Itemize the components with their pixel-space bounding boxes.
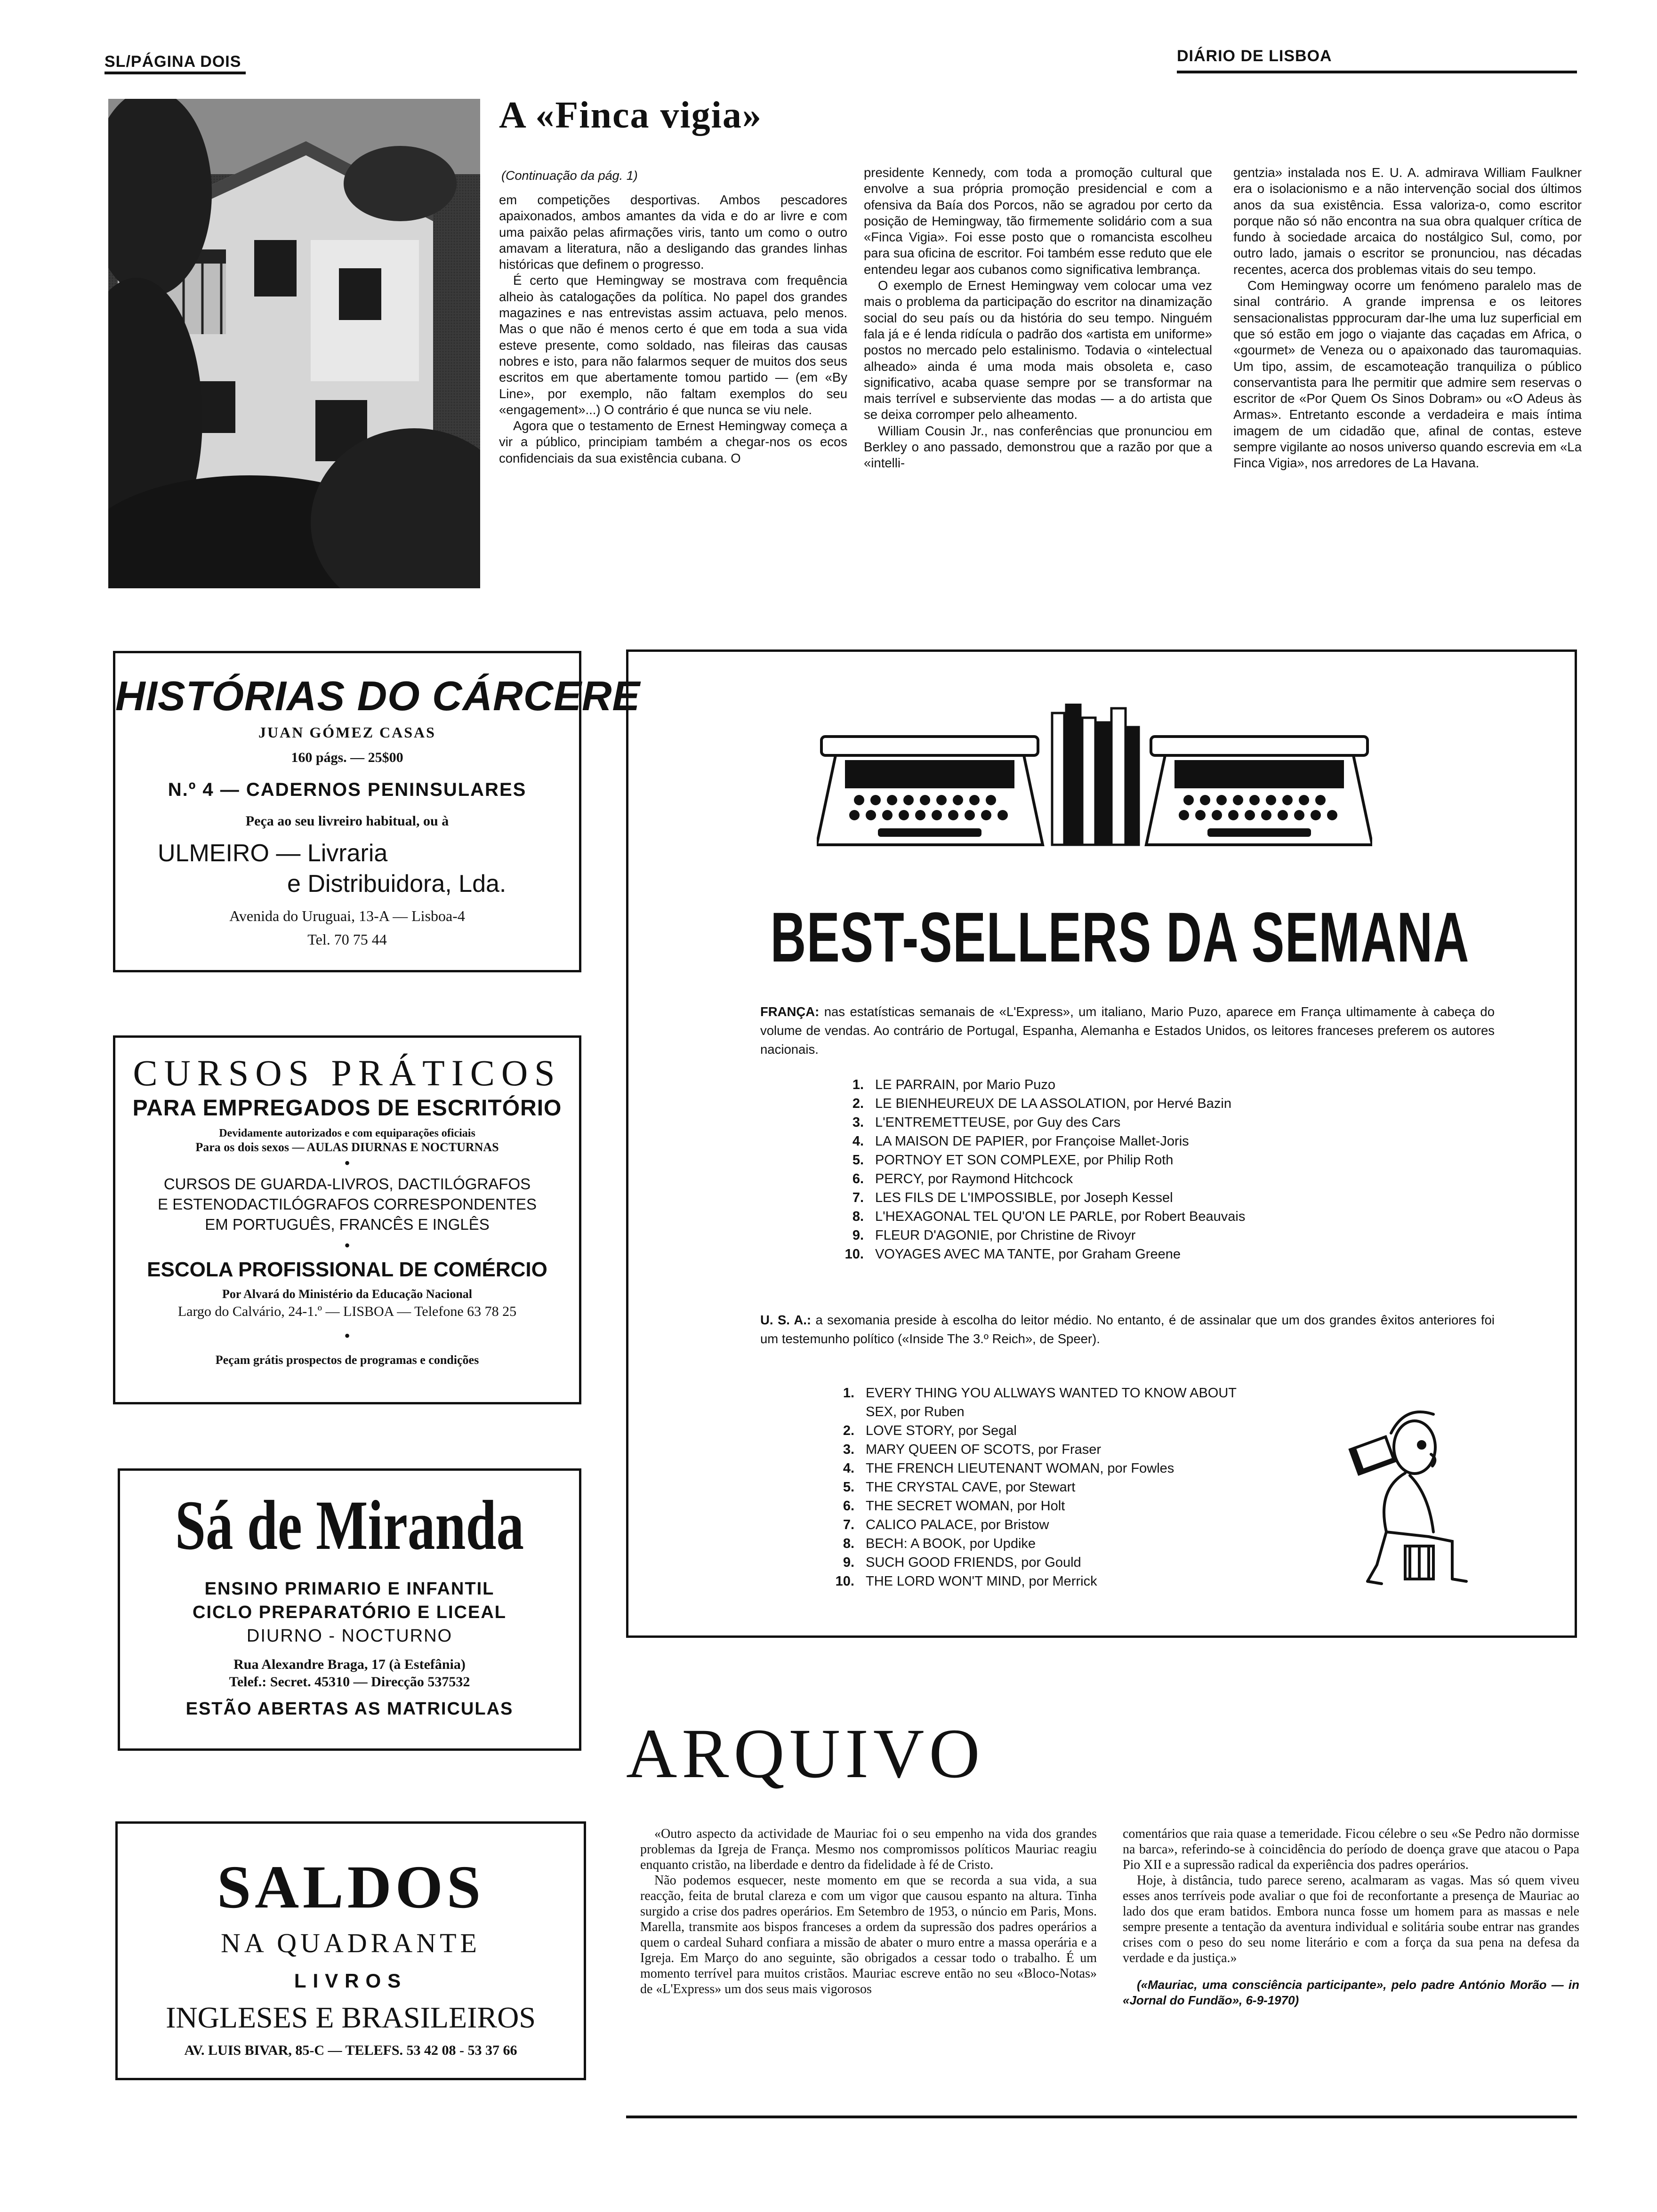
bestseller-title-text: PORTNOY ET SON COMPLEXE, por Philip Roth: [875, 1153, 1174, 1168]
bestseller-item: [826, 1497, 1297, 1515]
typewriter-left-icon: [817, 737, 1043, 845]
ad-carcere-shop-2: e Distribuidora, Lda.: [287, 870, 507, 898]
ad-cursos-course-2: E ESTENODACTILÓGRAFOS CORRESPONDENTES: [158, 1195, 537, 1213]
article-column-2: [864, 165, 1212, 472]
article-column-1: [499, 192, 847, 466]
bestseller-title-text: VOYAGES AVEC MA TANTE, por Graham Greene: [875, 1247, 1181, 1262]
house-photo-image: [108, 99, 480, 588]
bestseller-item: [836, 1170, 1448, 1188]
ad-miranda-footer: ESTÃO ABERTAS AS MATRICULAS: [185, 1699, 514, 1719]
ad-saldos-line-3: INGLESES E BRASILEIROS: [166, 2001, 536, 2034]
bestseller-title: [866, 1478, 1075, 1497]
bestseller-item: [826, 1459, 1297, 1478]
article-paragraph: gentzia» instalada nos E. U. A. admirava William Faulkner era o isolacionismo e a não intervenção social dos últimos anos da sua existência. Essa valoriza-o, como escritor porque não só não encontra na sua obra qualquer crítica de fundo à sociedade arcaica do nostálgico Sul, como, por outro lado, jamais o escritor se pronunciou, nas décadas recentes, acerca dos problemas vitais do seu tempo.: [1233, 165, 1582, 277]
bestseller-title-text: LOVE STORY, por Segal: [866, 1423, 1017, 1438]
page-label: SL/PÁGINA DOIS: [105, 53, 241, 71]
bestseller-title-text: L'ENTREMETTEUSE, por Guy des Cars: [875, 1115, 1121, 1130]
bestseller-rank: 10.: [835, 1574, 854, 1589]
books-icon: [1052, 704, 1139, 845]
bestseller-title: [875, 1170, 1073, 1188]
bestseller-title: [866, 1421, 1017, 1440]
bestseller-title: [875, 1132, 1189, 1151]
usa-intro: [760, 1311, 1495, 1348]
article-paragraph: William Cousin Jr., nas conferências que pronunciou em Berkley o ano passado, demonstrou que a razão por que a «intelli-: [864, 423, 1212, 471]
bestseller-rank: 9.: [843, 1555, 854, 1570]
header-rule-right: [1177, 71, 1577, 73]
usa-label: U. S. A.:: [760, 1313, 812, 1327]
bestseller-rank: 8.: [852, 1209, 864, 1224]
bestseller-item: [826, 1384, 1297, 1421]
france-list: [836, 1075, 1448, 1264]
usa-list: [826, 1384, 1297, 1591]
ad-saldos-line-1: NA QUADRANTE: [221, 1928, 481, 1958]
article-continuation: (Continuação da pág. 1): [501, 168, 638, 183]
bestseller-title: [875, 1113, 1120, 1132]
bestseller-rank: 6.: [852, 1171, 864, 1186]
bestseller-item: [836, 1245, 1448, 1264]
article-paragraph: em competições desportivas. Ambos pescadores apaixonados, ambos amantes da vida e do ar livre e com uma paixão pelas afirmações viris, tanto um como o outro amavam a literatura, não a desligando das grandes linhas históricas que definem o progresso.: [499, 192, 847, 272]
ad-carcere-series: N.º 4 — CADERNOS PENINSULARES: [168, 779, 527, 800]
bestseller-title-text-continued: SEX, por Ruben: [866, 1404, 965, 1419]
bestseller-title: [875, 1245, 1181, 1264]
bestseller-title-text: LE BIENHEUREUX DE LA ASSOLATION, por Hervé Bazin: [875, 1096, 1231, 1111]
ad-carcere-title: HISTÓRIAS DO CÁRCERE: [115, 673, 641, 719]
ad-carcere-price: 160 págs. — 25$00: [291, 750, 403, 765]
france-intro-text: nas estatísticas semanais de «L'Express», um italiano, Mario Puzo, aparece em França ultimamente à cabeça do volume de vendas. Ao contrário de Portugal, Espanha, Alemanha e Estados Unidos, os leitores franceses preferem os autores nacionais.: [760, 1004, 1495, 1057]
house-photo: [108, 99, 480, 588]
bestseller-title: [866, 1572, 1097, 1591]
bestseller-title: [866, 1384, 1237, 1421]
bestseller-rank: 6.: [843, 1499, 854, 1514]
bestseller-title-text: THE FRENCH LIEUTENANT WOMAN, por Fowles: [866, 1461, 1174, 1476]
bestseller-rank: 4.: [843, 1461, 854, 1476]
bestsellers-title: BEST-SELLERS DA SEMANA: [770, 898, 1470, 977]
bestseller-title: [866, 1497, 1065, 1515]
ad-cursos-address: Largo do Calvário, 24-1.º — LISBOA — Telefone 63 78 25: [177, 1304, 517, 1319]
article-column-3: [1233, 165, 1582, 472]
bullet-icon: •: [344, 1154, 350, 1172]
bestseller-rank: 9.: [852, 1228, 864, 1243]
bestseller-rank: 3.: [843, 1442, 854, 1457]
arquivo-paragraph: comentários que raia quase a temeridade. Ficou célebre o seu «Se Pedro não dormisse na barca», referindo-se à coincidência do período de doença grave que atacou o Papa Pio XII e a supressão radical da experiência dos padres operários.: [1123, 1827, 1579, 1872]
bestseller-title-text: LES FILS DE L'IMPOSSIBLE, por Joseph Kessel: [875, 1190, 1173, 1205]
ad-cursos-title: CURSOS PRÁTICOS: [133, 1052, 562, 1093]
arquivo-column-1: [640, 1826, 1097, 1997]
bestseller-rank: 7.: [852, 1190, 864, 1205]
bestseller-title: [875, 1094, 1231, 1113]
bestseller-item: [826, 1515, 1297, 1534]
bestseller-rank: 8.: [843, 1536, 854, 1551]
bestseller-title-text: LE PARRAIN, por Mario Puzo: [875, 1077, 1056, 1092]
ad-miranda-address: Rua Alexandre Braga, 17 (à Estefânia): [233, 1657, 466, 1672]
ad-cursos-footer: Peçam grátis prospectos de programas e condições: [215, 1353, 479, 1367]
bestseller-item: [836, 1132, 1448, 1151]
ad-cursos-course-1: CURSOS DE GUARDA-LIVROS, DACTILÓGRAFOS: [163, 1175, 531, 1193]
page-bottom-rule: [626, 2116, 1577, 2118]
bestseller-title-text: SUCH GOOD FRIENDS, por Gould: [866, 1555, 1081, 1570]
reading-man-cartoon: [1335, 1395, 1490, 1593]
ad-miranda-line-2: CICLO PREPARATÓRIO E LICEAL: [193, 1603, 507, 1622]
bullet-icon: •: [344, 1236, 350, 1255]
bestseller-item: [836, 1226, 1448, 1245]
bestseller-rank: 5.: [843, 1480, 854, 1495]
newspaper-name: DIÁRIO DE LISBOA: [1177, 47, 1332, 65]
arquivo-column-2: [1123, 1826, 1579, 2008]
bestseller-title-text: THE CRYSTAL CAVE, por Stewart: [866, 1480, 1076, 1495]
ad-saldos-line-2: LIVROS: [294, 1970, 408, 1992]
bestseller-title: [866, 1440, 1101, 1459]
bestseller-title: [866, 1534, 1036, 1553]
bestseller-rank: 2.: [843, 1423, 854, 1438]
article-paragraph: Agora que o testamento de Ernest Hemingway começa a vir a público, principiam também a chegar-nos os ecos confidenciais da sua existência cubana. O: [499, 418, 847, 465]
france-label: FRANÇA:: [760, 1004, 820, 1019]
bestseller-item: [836, 1188, 1448, 1207]
article-paragraph: Com Hemingway ocorre um fenómeno paralelo mas de sinal contrário. A grande imprensa e os leitores sensacionalistas ppprocuram dar-lhe uma luz superficial em que só estão em jogo o viajante das caçadas em Africa, o «gourmet» de Veneza ou o apaixonado das tauromaquias. Um tipo, assim, de escamoteação tranquiliza o público conservantista para lhe permitir que admire sem reservas o escritor de «Por Quem Os Sinos Dobram» ou «O Adeus às Armas». Entretanto esconde a verdadeira e mais íntima imagem de um cidadão que, afinal de contas, esteve sempre vigilante ao nosos universo quando escrevia em «La Finca Vigia», nos arredores de La Havana.: [1233, 278, 1582, 471]
bestseller-item: [836, 1075, 1448, 1094]
header-rule-left: [105, 72, 246, 74]
bestseller-rank: 5.: [852, 1153, 864, 1168]
typewriter-right-icon: [1146, 737, 1372, 845]
ad-cursos-school: ESCOLA PROFISSIONAL DE COMÉRCIO: [147, 1258, 547, 1281]
bestseller-item: [826, 1421, 1297, 1440]
ad-historias-do-carcere: [113, 651, 641, 972]
ad-cursos-praticos: [113, 1035, 581, 1404]
arquivo-paragraph: Hoje, à distância, tudo parece sereno, acalmaram as vagas. Mas só quem viveu esses anos terríveis pode avaliar o que foi de reconfortante a presença de Mauriac ao lado dos que eram batidos. Embora nunca fosse um homem para as massas e nele sempre presente a tentação da aventura individual e solitária soube entrar nas grandes crises com o peso do seu nome literário e com a força da sua pena na defesa da verdade e da justiça.»: [1123, 1873, 1579, 1965]
ad-cursos-alvara: Por Alvará do Ministério da Educação Nacional: [222, 1287, 473, 1301]
ad-sa-de-miranda: [118, 1468, 581, 1751]
ad-saldos: [115, 1821, 586, 2080]
ad-saldos-address: AV. LUIS BIVAR, 85-C — TELEFS. 53 42 08 - 53 37 66: [184, 2043, 517, 2058]
bestseller-item: [836, 1094, 1448, 1113]
france-intro: [760, 1002, 1495, 1059]
bestseller-title-text: LA MAISON DE PAPIER, por Françoise Mallet-Joris: [875, 1134, 1189, 1149]
bestseller-rank: 3.: [852, 1115, 864, 1130]
bestseller-item: [836, 1151, 1448, 1170]
ad-carcere-ask: Peça ao seu livreiro habitual, ou à: [245, 813, 449, 829]
bestseller-item: [826, 1478, 1297, 1497]
ad-miranda-line-3: DIURNO - NOCTURNO: [246, 1626, 453, 1646]
arquivo-paragraph: Não podemos esquecer, neste momento em que se recorda a sua vida, a sua reacção, feita de brutal clareza e com um vigor que causou espanto na altura. Tinha surgido a crise dos padres operários. Em Setembro de 1953, o núncio em Paris, Mons. Marella, transmite aos bispos franceses a ordem da supressão dos padres operários a quem o cardeal Suhard confiara a missão de abater o muro entre a massa operária e a Igreja. Em Março do ano seguinte, são obrigados a cessar todo o trabalho. É um momento terrível para muitos cristãos. Mauriac escreve então no seu «Bloco-Notas» de «L'Express» um dos seus mais vigorosos: [640, 1873, 1097, 1996]
ad-carcere-author: JUAN GÓMEZ CASAS: [258, 724, 436, 741]
article-paragraph: O exemplo de Ernest Hemingway vem colocar uma vez mais o problema da participação do escritor na dinamização social do seu país ou da história do seu tempo. Ninguém fala já e é lenda ridícula o padrão dos «artista em uniforme» postos no mercado pelo estalinismo. Todavia o «intelectual alheado» ainda é uma moda mais obsoleta e, caso significativo, acaba quase sempre por se transformar na mais terrível e subserviente das modas — a do artista que se deixa corromper pelo alheamento.: [864, 278, 1212, 422]
bestseller-title: [875, 1226, 1135, 1245]
arquivo-source: («Mauriac, uma consciência participante», pelo padre António Morão — in «Jornal do Fundão», 6-9-1970): [1123, 1978, 1579, 2007]
ad-carcere-shop-1: ULMEIRO — Livraria: [158, 840, 388, 867]
article-paragraph: É certo que Hemingway se mostrava com frequência alheio às catalogações da política. No papel dos grandes magazines e nas entrevistas assim actuava, pelo menos. Mas o que não é menos certo é que em toda a sua vida esteve presente, como soldado, nas fileiras das causas nobres e isto, para não falarmos sequer de muitos dos seus escritos em que abertamente tomou partido — (em «By Line», por exemplo, não faltam exemplos do seu «engagement»...) O contrário é que nunca se viu nele.: [499, 273, 847, 417]
ad-miranda-phones: Telef.: Secret. 45310 — Direcção 537532: [229, 1674, 470, 1690]
bestseller-title: [866, 1553, 1081, 1572]
usa-intro-text: a sexomania preside à escolha do leitor médio. No entanto, é de assinalar que um dos grandes êxitos anteriores foi um testemunho político («Inside The 3.º Reich», de Speer).: [760, 1313, 1495, 1346]
bestseller-rank: 10.: [845, 1247, 864, 1262]
ad-saldos-title: SALDOS: [217, 1853, 485, 1921]
ad-miranda-line-1: ENSINO PRIMARIO E INFANTIL: [204, 1579, 495, 1599]
bestseller-title-text: PERCY, por Raymond Hitchcock: [875, 1171, 1073, 1186]
bestseller-item: [826, 1440, 1297, 1459]
article-paragraph: presidente Kennedy, com toda a promoção cultural que envolve a sua própria promoção presidencial e com a ofensiva da Baía dos Porcos, não se agradou por certo da posição de Hemingway, tão firmemente solidário com a sua «Finca Vigia». Foi esse posto que o romancista escolheu para sua oficina de escritor. Foi também esse reduto que ele entendeu legar aos cubanos como significativa lembrança.: [864, 165, 1212, 277]
ad-carcere-tel: Tel. 70 75 44: [307, 931, 387, 948]
bestseller-rank: 7.: [843, 1517, 854, 1532]
bestseller-title-text: THE SECRET WOMAN, por Holt: [866, 1499, 1065, 1514]
bestseller-title: [875, 1075, 1055, 1094]
bestseller-title-text: CALICO PALACE, por Bristow: [866, 1517, 1049, 1532]
bestseller-item: [836, 1113, 1448, 1132]
bestseller-title: [875, 1207, 1245, 1226]
bestseller-title-text: MARY QUEEN OF SCOTS, por Fraser: [866, 1442, 1102, 1457]
bullet-icon: •: [344, 1326, 350, 1345]
bestseller-title: [866, 1515, 1049, 1534]
ad-cursos-authorized: Devidamente autorizados e com equiparações oficiais: [219, 1127, 475, 1139]
typewriters-illustration: [817, 704, 1372, 873]
bestseller-rank: 4.: [852, 1134, 864, 1149]
bestseller-title-text: L'HEXAGONAL TEL QU'ON LE PARLE, por Robert Beauvais: [875, 1209, 1246, 1224]
bestseller-rank: 1.: [852, 1077, 864, 1092]
arquivo-title: ARQUIVO: [626, 1715, 985, 1793]
bestseller-item: [836, 1207, 1448, 1226]
bestseller-item: [826, 1534, 1297, 1553]
bestseller-rank: 1.: [843, 1386, 854, 1401]
bestseller-title: [866, 1459, 1174, 1478]
bestseller-title-text: FLEUR D'AGONIE, por Christine de Rivoyr: [875, 1228, 1136, 1243]
arquivo-paragraph: «Outro aspecto da actividade de Mauriac foi o seu empenho na vida dos grandes problemas da Igreja de França. Mesmo nos compromissos políticos Mauriac reagiu enquanto cristão, na liberdade e dentro da fidelidade à fé de Cristo.: [640, 1827, 1097, 1872]
article-title: A «Finca vigia»: [499, 95, 762, 136]
ad-miranda-title: Sá de Miranda: [175, 1486, 524, 1564]
bestseller-item: [826, 1572, 1297, 1591]
bestseller-item: [826, 1553, 1297, 1572]
bestseller-title: [875, 1188, 1173, 1207]
ad-cursos-course-3: EM PORTUGUÊS, FRANCÊS E INGLÊS: [205, 1216, 490, 1233]
ad-cursos-subtitle: PARA EMPREGADOS DE ESCRITÓRIO: [132, 1096, 562, 1121]
ad-cursos-schedule: Para os dois sexos — AULAS DIURNAS E NOCTURNAS: [195, 1140, 499, 1154]
bestseller-title: [875, 1151, 1173, 1170]
bestseller-title-text: EVERY THING YOU ALLWAYS WANTED TO KNOW ABOUT: [866, 1386, 1237, 1401]
bestsellers-box: [626, 649, 1577, 1638]
bestseller-rank: 2.: [852, 1096, 864, 1111]
bestseller-title-text: THE LORD WON'T MIND, por Merrick: [866, 1574, 1097, 1589]
bestseller-title-text: BECH: A BOOK, por Updike: [866, 1536, 1036, 1551]
ad-carcere-address: Avenida do Uruguai, 13-A — Lisboa-4: [229, 907, 465, 924]
